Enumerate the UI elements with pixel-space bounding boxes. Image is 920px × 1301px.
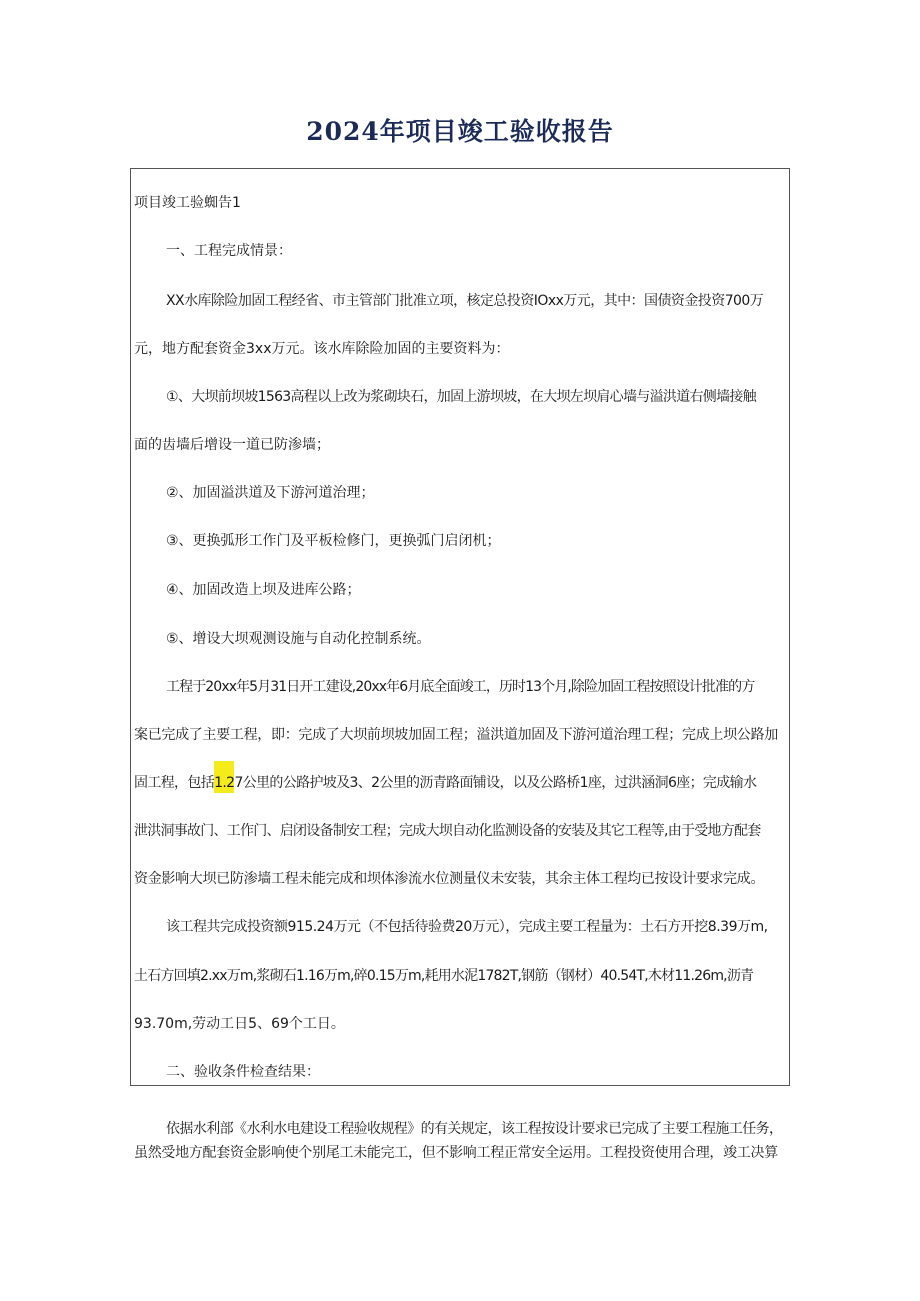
paragraph-line: 93.70m,劳动工日5、69个工日。 [134,1016,345,1032]
section-heading: 项目竣工验蜘告1 [134,195,241,211]
list-item: ①、大坝前坝坡1563高程以上改为浆砌块石，加固上游坝坡，在大坝左坝肩心墙与溢洪道右侧墙接触 [166,389,756,405]
list-item: ④、加固改造上坝及进库公路； [166,582,361,598]
paragraph-line: 土石方回填2.xx万m,浆砌石1.16万m,碎0.15万m,耗用水泥1782T,钢筋（钢材）40.54T,木材11.26m,沥青 [134,968,754,984]
document-title: 2024年项目竣工验收报告 [306,117,614,146]
paragraph-line: 元，地方配套资金3xx万元。该水库除险加固的主要资料为： [134,341,510,357]
text-highlight: 1.2 [214,761,234,793]
paragraph-line: 一、工程完成情景： [166,243,292,259]
paragraph-line: 资金影响大坝已防渗墙工程未能完成和坝体渗流水位测量仪未安装，其余主体工程均已按设计要求完成。 [134,871,765,887]
list-item: ②、加固溢洪道及下游河道治理； [166,485,375,501]
section-heading: 二、验收条件检查结果： [166,1064,320,1080]
paragraph-line: XX水库除险加固工程经省、市主管部门批准立项，核定总投资IOxx万元，其中：国债资金投资700万 [166,293,764,309]
paragraph-line: 虽然受地方配套资金影响使个别尾工未能完工，但不影响工程正常安全运用。工程投资使用合理，竣工决算 [134,1145,778,1161]
report-table-cell [130,168,790,1086]
paragraph-line: 工程于20xx年5月31日开工建设,20xx年6月底全面竣工，历时13个月,除险加固工程按照设计批准的方 [166,679,755,695]
paragraph-line: 面的齿墙后增设一道已防渗墙； [134,437,330,453]
list-item: ⑤、增设大坝观测设施与自动化控制系统。 [166,631,431,647]
list-item: ③、更换弧形工作门及平板检修门，更换弧门启闭机； [166,533,501,549]
paragraph-line: 泄洪洞事故门、工作门、启闭设备制安工程；完成大坝自动化监测设备的安装及其它工程等,由于受地方配套 [134,823,761,839]
paragraph-line: 固工程，包括1.27公里的公路护坡及3、2公里的沥青路面铺设，以及公路桥1座，过洪涵洞6座；完成输水 [134,773,756,793]
paragraph-line: 案已完成了主要工程，即：完成了大坝前坝坡加固工程；溢洪道加固及下游河道治理工程；完成上坝公路加 [134,727,778,743]
paragraph-line: 该工程共完成投资额915.24万元（不包括待验费20万元），完成主要工程量为：土石方开挖8.39万m, [166,919,768,935]
paragraph-line: 依据水利部《水利水电建设工程验收规程》的有关规定，该工程按设计要求已完成了主要工程施工任务， [166,1121,783,1137]
